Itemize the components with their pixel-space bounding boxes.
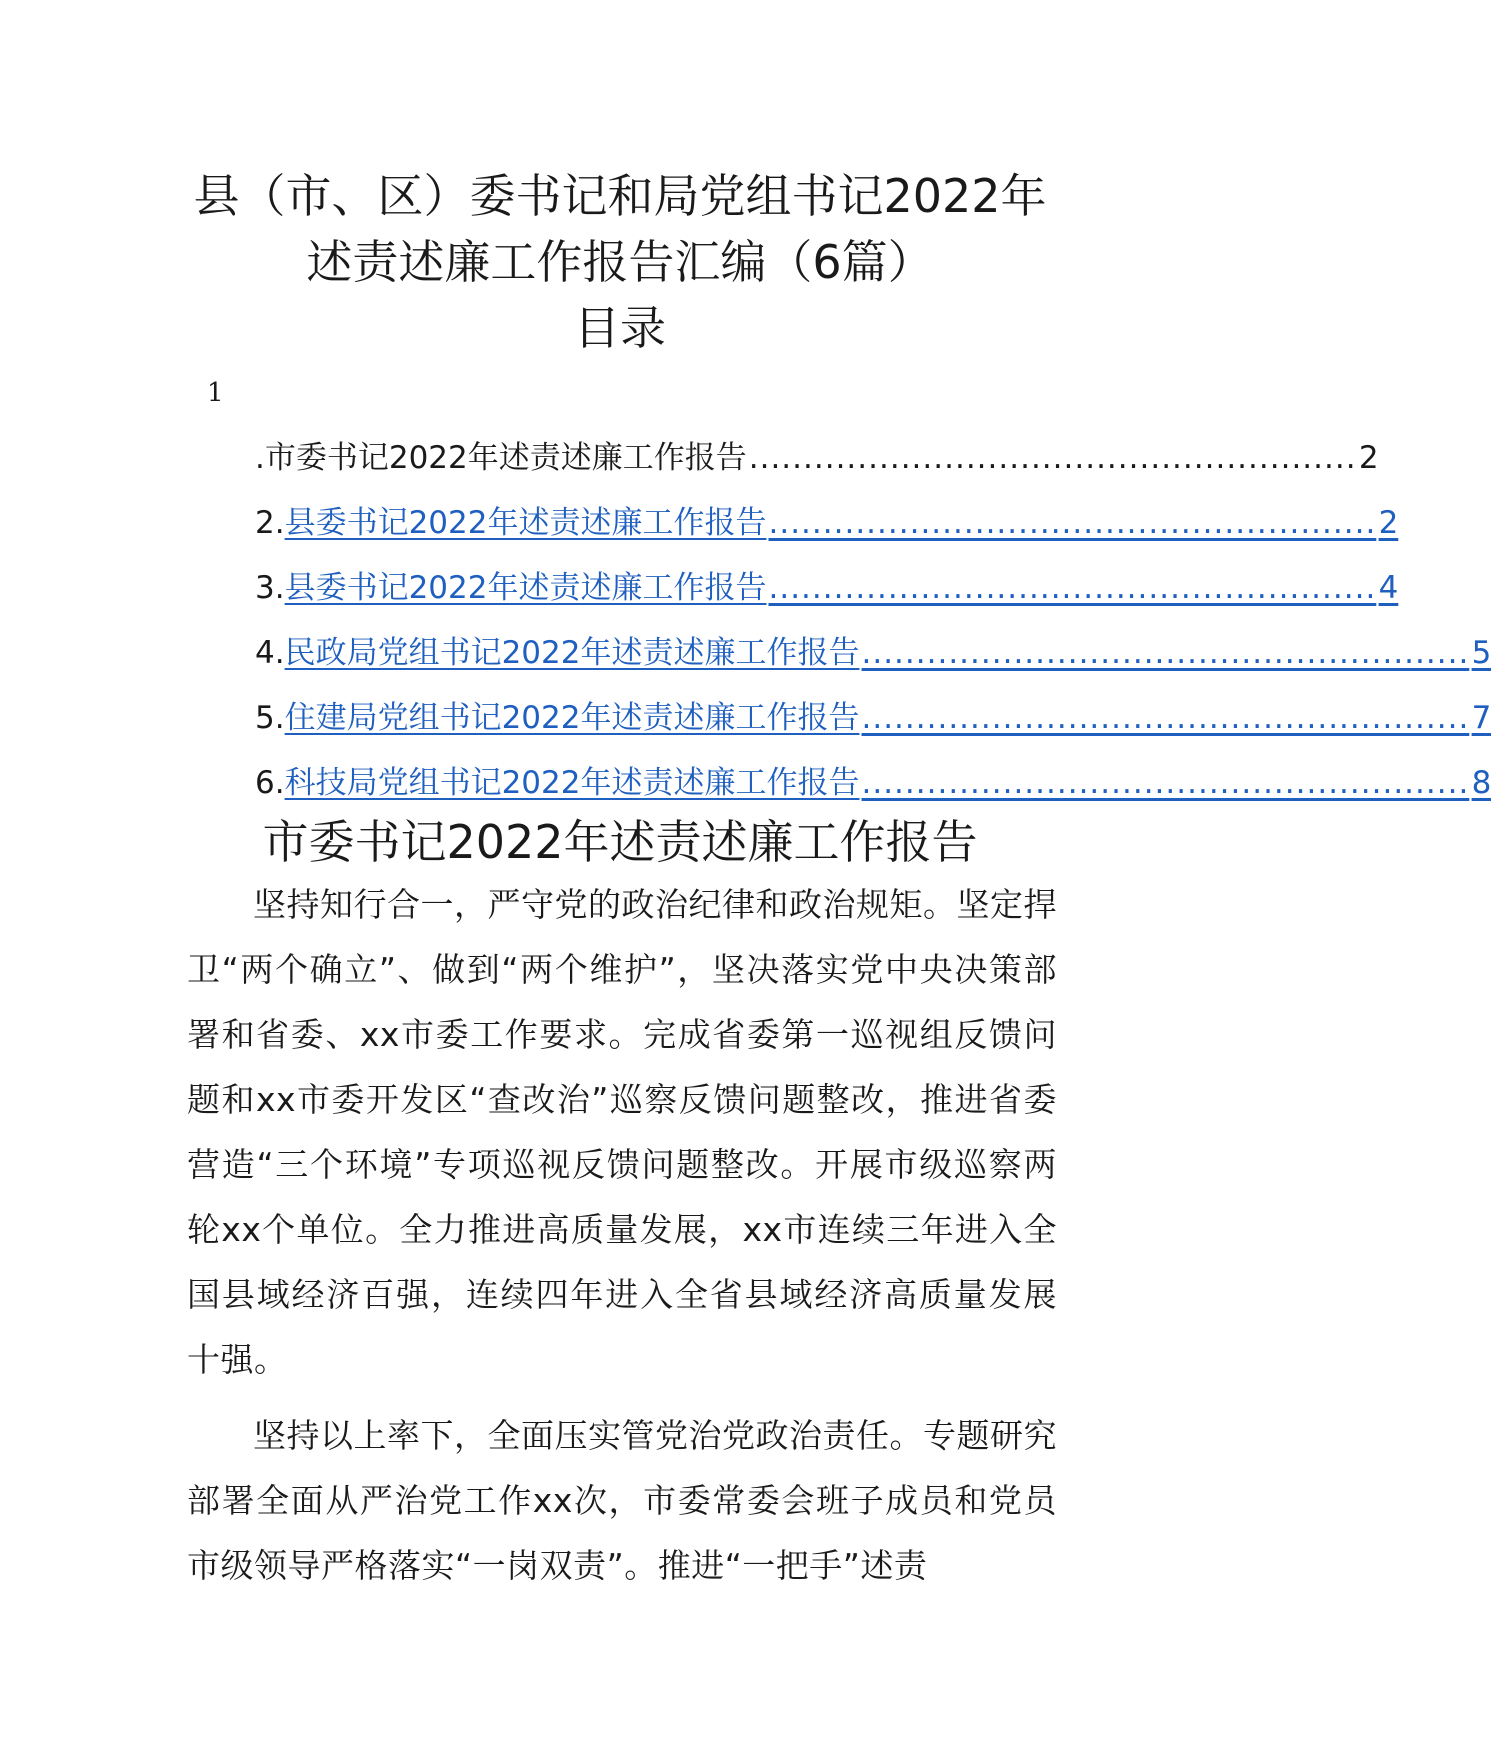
- toc-dot-leader[interactable]: ........................................................: [861, 635, 1470, 671]
- section-title: 市委书记2022年述责述廉工作报告: [262, 815, 978, 869]
- toc-entry-3[interactable]: [255, 564, 1399, 629]
- toc-page-number[interactable]: 4: [1378, 570, 1399, 606]
- toc-link[interactable]: 县委书记2022年述责述廉工作报告: [284, 570, 767, 606]
- toc-page-number[interactable]: 5: [1471, 635, 1491, 671]
- toc-entry-5[interactable]: [255, 694, 1491, 759]
- toc-page-number: 2: [1358, 440, 1379, 476]
- toc-dot-leader[interactable]: ........................................................: [768, 570, 1377, 606]
- toc-entry-prefix: 5.: [255, 700, 285, 736]
- toc-dot-leader[interactable]: ........................................................: [861, 700, 1470, 736]
- toc-entry-prefix: 6.: [255, 765, 285, 801]
- toc-dot-leader[interactable]: ........................................................: [768, 505, 1377, 541]
- toc-link[interactable]: 住建局党组书记2022年述责述廉工作报告: [284, 700, 860, 736]
- toc-entry-prefix: 2.: [255, 505, 285, 541]
- toc-entry-text: .市委书记2022年述责述廉工作报告: [255, 440, 747, 476]
- body-paragraph: 坚持以上率下，全面压实管党治党政治责任。专题研究部署全面从严治党工作xx次，市委常委会班子成员和党员市级领导严格落实“一岗双责”。推进“一把手”述责: [187, 1416, 1057, 1585]
- toc-entry-prefix: 3.: [255, 570, 285, 606]
- body-paragraph: 坚持知行合一，严守党的政治纪律和政治规矩。坚定捍卫“两个确立”、做到“两个维护”，坚决落实党中央决策部署和省委、xx市委工作要求。完成省委第一巡视组反馈问题和xx市委开发区“查改治”巡察反馈问题整改，推进省委营造“三个环境”专项巡视反馈问题整改。开展市级巡察两轮xx个单位。全力推进高质量发展，xx市连续三年进入全国县域经济百强，连续四年进入全省县域经济高质量发展十强。: [187, 885, 1057, 1379]
- document-title-line-1: 县（市、区）委书记和局党组书记2022年: [193, 169, 1047, 223]
- toc-dot-leader[interactable]: ........................................................: [861, 765, 1470, 801]
- toc-page-number[interactable]: 7: [1471, 700, 1491, 736]
- toc-link[interactable]: 科技局党组书记2022年述责述廉工作报告: [284, 765, 860, 801]
- toc-page-number[interactable]: 8: [1471, 765, 1491, 801]
- toc-stray-number: 1: [207, 378, 224, 408]
- toc-entry-2[interactable]: [255, 499, 1399, 564]
- toc-link[interactable]: 县委书记2022年述责述廉工作报告: [284, 505, 767, 541]
- table-of-contents: [255, 434, 1491, 824]
- toc-entry-1: [255, 434, 1379, 499]
- toc-dot-leader: ........................................................: [748, 440, 1357, 476]
- toc-page-number[interactable]: 2: [1378, 505, 1399, 541]
- toc-entry-prefix: 4.: [255, 635, 285, 671]
- toc-heading: 目录: [574, 301, 666, 355]
- toc-link[interactable]: 民政局党组书记2022年述责述廉工作报告: [284, 635, 860, 671]
- document-title-line-2: 述责述廉工作报告汇编（6篇）: [306, 235, 934, 289]
- toc-entry-4[interactable]: [255, 629, 1491, 694]
